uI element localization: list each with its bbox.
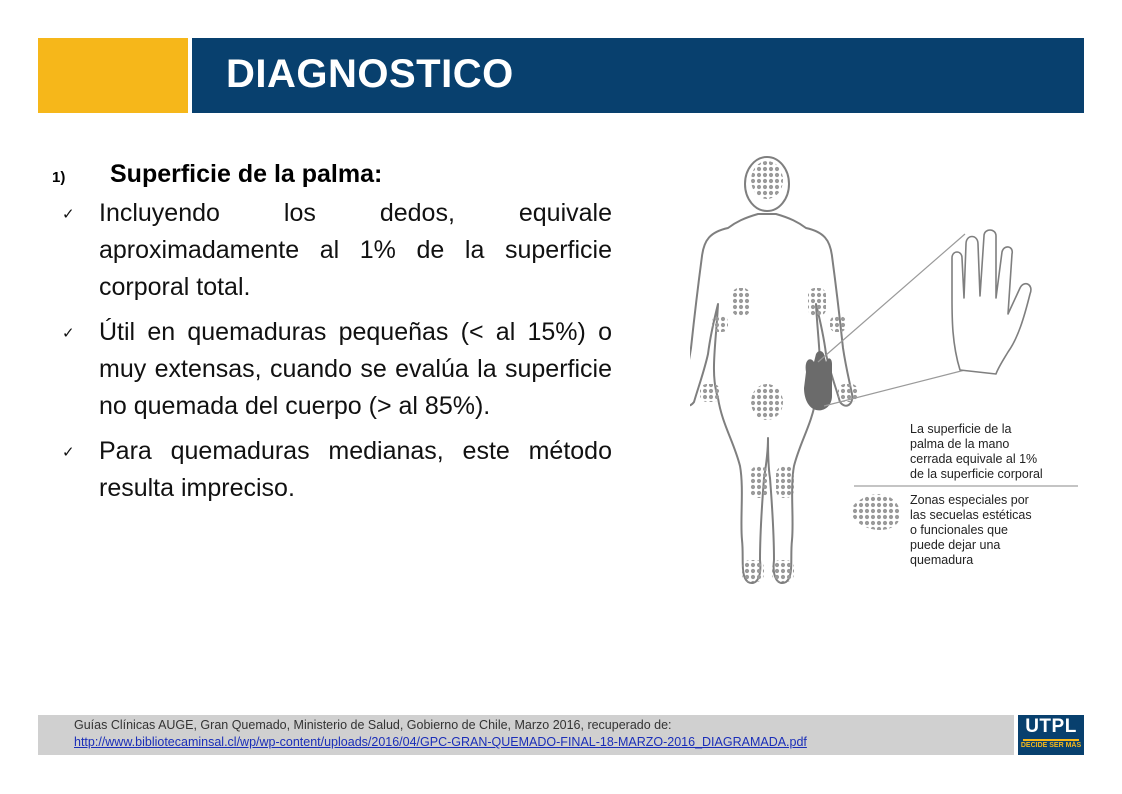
- bullet-list: [52, 195, 612, 507]
- legend-zones-line: quemadura: [910, 553, 974, 567]
- bullet-item: [52, 195, 612, 306]
- header-bar: [192, 38, 1084, 113]
- footer-bar: [38, 715, 1014, 755]
- logo-underline: [1023, 739, 1079, 741]
- legend-zones-line: o funcionales que: [910, 523, 1008, 537]
- section-heading: [52, 160, 612, 189]
- citation: [74, 717, 807, 751]
- bullet-item: [52, 433, 612, 507]
- legend-zones-line: puede dejar una: [910, 538, 1001, 552]
- legend-palm-line: de la superficie corporal: [910, 467, 1043, 481]
- legend: [851, 422, 1078, 567]
- section-title: Superficie de la palma:: [110, 160, 383, 188]
- content-area: [52, 160, 612, 515]
- bullet-text: Útil en quemaduras pequeñas (< al 15%) o muy extensas, cuando se evalúa la superficie no quemada del cuerpo (> al 85%).: [99, 318, 612, 420]
- legend-palm-line: La superficie de la: [910, 422, 1012, 436]
- hand-palm-icon: [952, 230, 1031, 374]
- citation-text: Guías Clínicas AUGE, Gran Quemado, Ministerio de Salud, Gobierno de Chile, Marzo 2016, recuperado de:: [74, 718, 672, 732]
- header-accent-block: [38, 38, 188, 113]
- pointer-line: [818, 234, 965, 362]
- utpl-logo: [1018, 715, 1084, 755]
- legend-zones-line: Zonas especiales por: [910, 493, 1029, 507]
- check-icon: ✓: [62, 206, 75, 223]
- bullet-text: Incluyendo los dedos, equivale aproximadamente al 1% de la superficie corporal total.: [99, 199, 612, 301]
- logo-tagline: DECIDE SER MÁS: [1020, 742, 1082, 749]
- legend-zones-line: las secuelas estéticas: [910, 508, 1032, 522]
- bullet-item: [52, 314, 612, 425]
- logo-text: UTPL: [1025, 716, 1077, 737]
- section-number: 1): [52, 169, 66, 186]
- legend-palm-line: cerrada equivale al 1%: [910, 452, 1038, 466]
- legend-palm-line: palma de la mano: [910, 437, 1010, 451]
- citation-link[interactable]: http://www.bibliotecaminsal.cl/wp/wp-content/uploads/2016/04/GPC-GRAN-QUEMADO-FINAL-18-MARZO-2016_DIAGRAMADA.pdf: [74, 735, 807, 749]
- check-icon: ✓: [62, 325, 75, 342]
- check-icon: ✓: [62, 444, 75, 461]
- bullet-text: Para quemaduras medianas, este método resulta impreciso.: [99, 437, 612, 502]
- palm-marker-icon: [804, 351, 832, 410]
- body-surface-illustration: [690, 148, 1095, 593]
- page-title: DIAGNOSTICO: [226, 52, 514, 96]
- dot-pattern-icon: [851, 494, 900, 530]
